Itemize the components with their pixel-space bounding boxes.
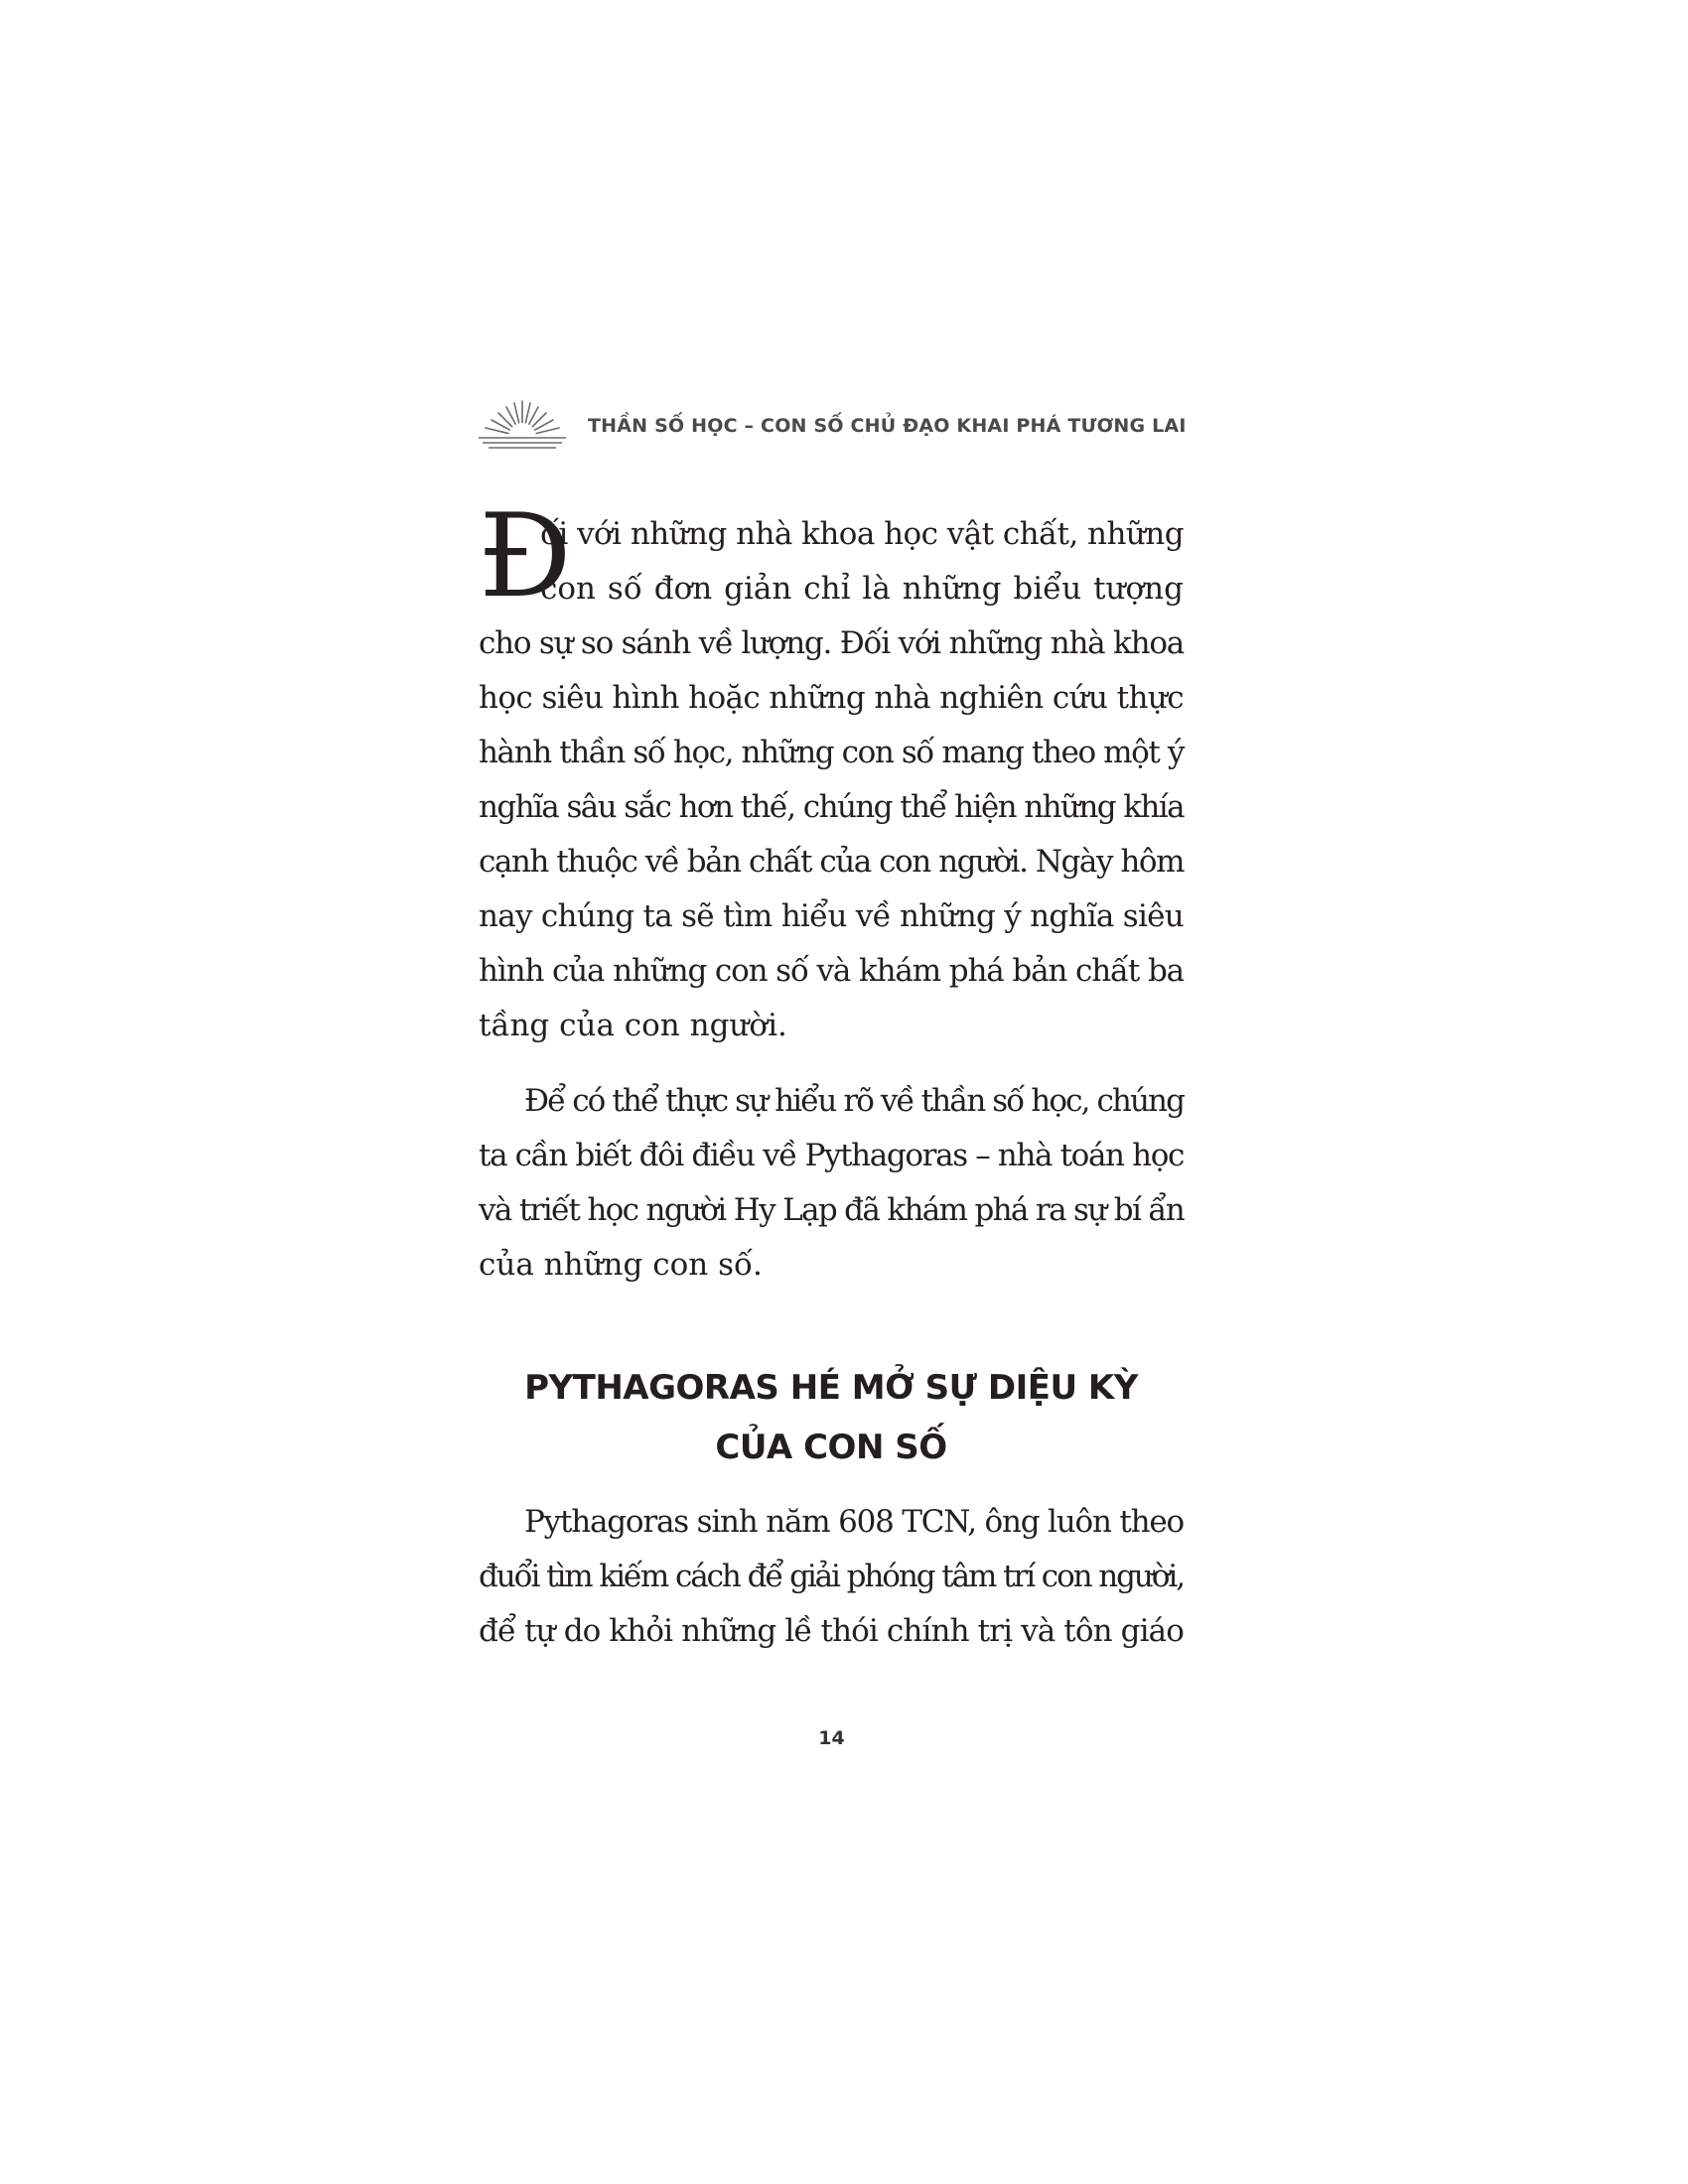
text-line: hành thần số học, những con số mang theo một ý [479,735,1184,770]
text-line: ta cần biết đôi điều về Pythagoras – nhà toán học [479,1138,1184,1173]
text-line: cạnh thuộc về bản chất của con người. Ngày hôm [479,844,1184,880]
running-head-title: THẦN SỐ HỌC – CON SỐ CHỦ ĐẠO KHAI PHÁ TƯƠNG LAI [588,415,1187,437]
text-line: cho sự so sánh về lượng. Đối với những nhà khoa [479,625,1184,661]
text-line: con số đơn giản chỉ là những biểu tượng [540,571,1184,607]
text-line: của những con số. [479,1247,763,1283]
paragraph-3 [479,1495,1184,1659]
text-line: để tự do khỏi những lề thói chính trị và tôn giáo [479,1613,1184,1649]
drop-cap: Đ [479,489,572,623]
text-line: và triết học người Hy Lạp đã khám phá ra sự bí ẩn [479,1192,1184,1228]
text-line: đuổi tìm kiếm cách để giải phóng tâm trí con người, [479,1559,1184,1594]
text-line: tầng của con người. [479,1008,787,1043]
text-line: hình của những con số và khám phá bản chất ba [479,953,1184,989]
text-line: Để có thể thực sự hiểu rõ về thần số học, chúng [524,1083,1184,1119]
text-line: Pythagoras sinh năm 608 TCN, ông luôn theo [524,1504,1184,1540]
page-number: 14 [818,1727,845,1749]
paragraph-2 [479,1074,1184,1293]
text-line: ối với những nhà khoa học vật chất, những [540,516,1184,552]
text-line: nay chúng ta sẽ tìm hiểu về những ý nghĩa siêu [479,898,1184,934]
section-heading [479,1358,1184,1477]
paragraph-1 [479,507,1184,1053]
sunburst-icon [477,397,568,453]
text-line: học siêu hình hoặc những nhà nghiên cứu thực [479,680,1184,716]
running-head [477,397,1231,453]
section-heading-line: PYTHAGORAS HÉ MỞ SỰ DIỆU KỲ [524,1368,1138,1408]
text-line: nghĩa sâu sắc hơn thế, chúng thể hiện những khía [479,789,1184,825]
section-heading-line: CỦA CON SỐ [715,1428,947,1467]
